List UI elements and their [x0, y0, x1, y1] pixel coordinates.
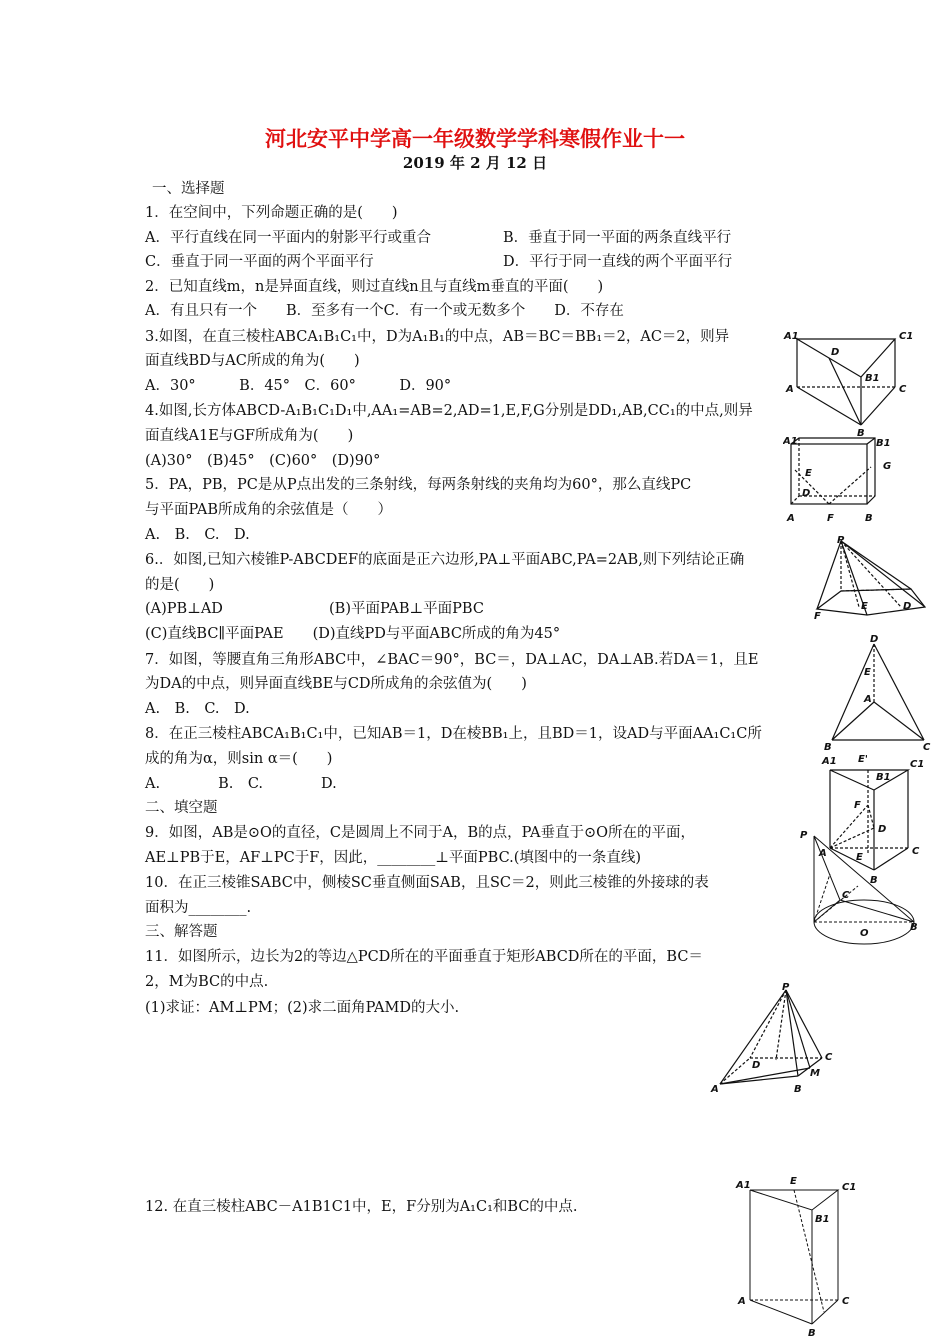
label-e: E — [790, 1176, 797, 1187]
question-text: 8．在正三棱柱ABCA₁B₁C₁中，已知AB＝1，D在棱BB₁上，且BD＝1，设AD与平面AA₁C₁C所 — [145, 726, 762, 742]
page-title: 河北安平中学高一年级数学学科寒假作业十一 — [265, 127, 685, 151]
label-p: P — [782, 982, 790, 993]
label-d: D — [903, 601, 912, 612]
label-c: C — [825, 1052, 833, 1063]
question-text: 3.如图，在直三棱柱ABCA₁B₁C₁中，D为A₁B₁的中点，AB＝BC＝BB₁＝2，AC＝2，则异 — [145, 329, 730, 345]
label-a: A — [819, 848, 827, 859]
label-b: B — [824, 742, 832, 752]
label-f: F — [814, 611, 821, 622]
question-text: 与平面PAB所成角的余弦值是（ ） — [145, 502, 393, 518]
question-text: 6.．如图,已知六棱锥P-ABCDEF的底面是正六边形,PA⊥平面ABC,PA=2AB,则下列结论正确 — [145, 552, 745, 568]
section-heading: 三、解答题 — [145, 924, 218, 940]
label-b: B — [794, 1084, 802, 1095]
label-p: P — [800, 830, 808, 841]
question-text: (1)求证：AM⊥PM；(2)求二面角PAMD的大小. — [145, 1000, 460, 1016]
label-d: D — [870, 634, 879, 645]
option-text: A．平行直线在同一平面内的射影平行或重合 — [145, 230, 431, 246]
question-text: 5．PA，PB，PC是从P点出发的三条射线，每两条射线的夹角均为60°，那么直线PC — [145, 477, 692, 493]
label-b: B — [870, 875, 878, 886]
label-c: C — [842, 890, 850, 901]
option-text: (B)平面PAB⊥平面PBC — [329, 601, 484, 617]
option-text: C．垂直于同一平面的两个平面平行 — [145, 254, 374, 270]
label-b1: B1 — [876, 438, 891, 449]
question-text: AE⊥PB于E，AF⊥PC于F，因此，________⊥平面PBC.(填图中的一条直线) — [145, 850, 642, 866]
option-text: D．平行于同一直线的两个平面平行 — [503, 254, 733, 270]
question-text: 面直线BD与AC所成的角为( ) — [145, 353, 360, 369]
option-text: (C)直线BC∥平面PAE (D)直线PD与平面ABC所成的角为45° — [145, 626, 561, 642]
question-text: 9．如图，AB是⊙O的直径，C是圆周上不同于A，B的点，PA垂直于⊙O所在的平面， — [145, 825, 696, 841]
label-c1: C1 — [899, 331, 914, 342]
question-text: 12. 在直三棱柱ABC－A1B1C1中，E，F分别为A₁C₁和BC的中点. — [145, 1199, 578, 1215]
section-heading: 一、选择题 — [152, 181, 225, 197]
label-o: O — [860, 928, 869, 939]
label-d: D — [802, 488, 811, 499]
label-f: F — [854, 800, 861, 811]
figure-q3-prism — [783, 327, 918, 439]
label-a: A — [711, 1084, 719, 1095]
label-f: F — [827, 513, 834, 524]
figure-q9-circle — [798, 826, 928, 960]
label-a: A — [787, 513, 795, 524]
label-c: C — [912, 846, 920, 857]
question-text: 1．在空间中，下列命题正确的是( ) — [145, 205, 398, 221]
option-text: (A)PB⊥AD — [145, 601, 223, 617]
question-text: 10．在正三棱锥SABC中，侧棱SC垂直侧面SAB，且SC＝2，则此三棱锥的外接球的表 — [145, 875, 709, 891]
option-text: A. B. C. D. — [145, 776, 337, 792]
option-text: A. B. C. D. — [145, 701, 250, 717]
question-text: 7．如图，等腰直角三角形ABC中，∠BAC＝90°，BC＝，DA⊥AC，DA⊥AB.若DA＝1，且E — [145, 652, 759, 668]
label-e: E — [805, 468, 812, 479]
question-text: 面直线A1E与GF所成角为( ) — [145, 428, 354, 444]
figure-q4-cuboid — [783, 432, 898, 524]
question-text: 为DA的中点，则异面直线BE与CD所成角的余弦值为( ) — [145, 676, 527, 692]
question-text: 的是( ) — [145, 577, 215, 593]
label-c: C — [899, 384, 907, 395]
figure-q11-pyramid — [706, 980, 846, 1098]
question-text: 成的角为α，则sin α＝( ) — [145, 751, 333, 767]
label-a: A — [786, 384, 794, 395]
option-text: (A)30° (B)45° (C)60° (D)90° — [145, 453, 381, 469]
label-a: A — [864, 694, 872, 705]
label-a: A — [738, 1296, 746, 1307]
label-b: B — [808, 1328, 816, 1339]
option-text: A．30° B．45° C．60° D．90° — [145, 378, 452, 394]
label-a1: A1 — [784, 331, 799, 342]
question-text: 2．已知直线m，n是异面直线，则过直线n且与直线m垂直的平面( ) — [145, 279, 604, 295]
label-c1: C1 — [842, 1182, 857, 1193]
label-b: B — [865, 513, 873, 524]
label-a1: A1 — [783, 436, 798, 447]
label-c1: C1 — [910, 759, 925, 770]
label-e: E — [861, 601, 868, 612]
question-text: 面积为________. — [145, 900, 252, 916]
label-a1: A1 — [822, 756, 837, 767]
label-d: D — [831, 347, 840, 358]
label-c: C — [842, 1296, 850, 1307]
label-a1: A1 — [736, 1180, 751, 1191]
section-heading: 二、填空题 — [145, 800, 218, 816]
label-b1: B1 — [815, 1214, 830, 1225]
page-date: 2019 年 2 月 12 日 — [402, 154, 548, 172]
question-text: 2，M为BC的中点. — [145, 974, 269, 990]
label-c: C — [923, 742, 931, 752]
label-d: D — [878, 824, 887, 835]
label-b1: B1 — [876, 772, 891, 783]
option-text: A. B. C. D. — [145, 527, 250, 543]
question-text: 11．如图所示，边长为2的等边△PCD所在的平面垂直于矩形ABCD所在的平面，BC＝ — [145, 949, 703, 965]
figure-q7-tetrahedron — [818, 630, 940, 752]
label-g: G — [883, 461, 892, 472]
figure-q12-prism — [732, 1172, 864, 1340]
figure-q6-pyramid — [811, 533, 943, 623]
label-p: P — [837, 535, 845, 546]
label-e: E — [864, 667, 871, 678]
label-b: B — [910, 922, 918, 933]
label-e-prime: E' — [858, 754, 868, 765]
label-m: M — [810, 1068, 820, 1079]
question-text: 4.如图,长方体ABCD-A₁B₁C₁D₁中,AA₁=AB=2,AD=1,E,F,G分别是DD₁,AB,CC₁的中点,则异 — [145, 403, 753, 419]
label-b1: B1 — [865, 373, 880, 384]
option-text: B．垂直于同一平面的两条直线平行 — [503, 230, 732, 246]
option-text: A．有且只有一个 B．至多有一个C．有一个或无数多个 D．不存在 — [145, 303, 624, 319]
label-d: D — [752, 1060, 761, 1071]
label-b: B — [857, 428, 865, 439]
label-e: E — [856, 852, 863, 863]
